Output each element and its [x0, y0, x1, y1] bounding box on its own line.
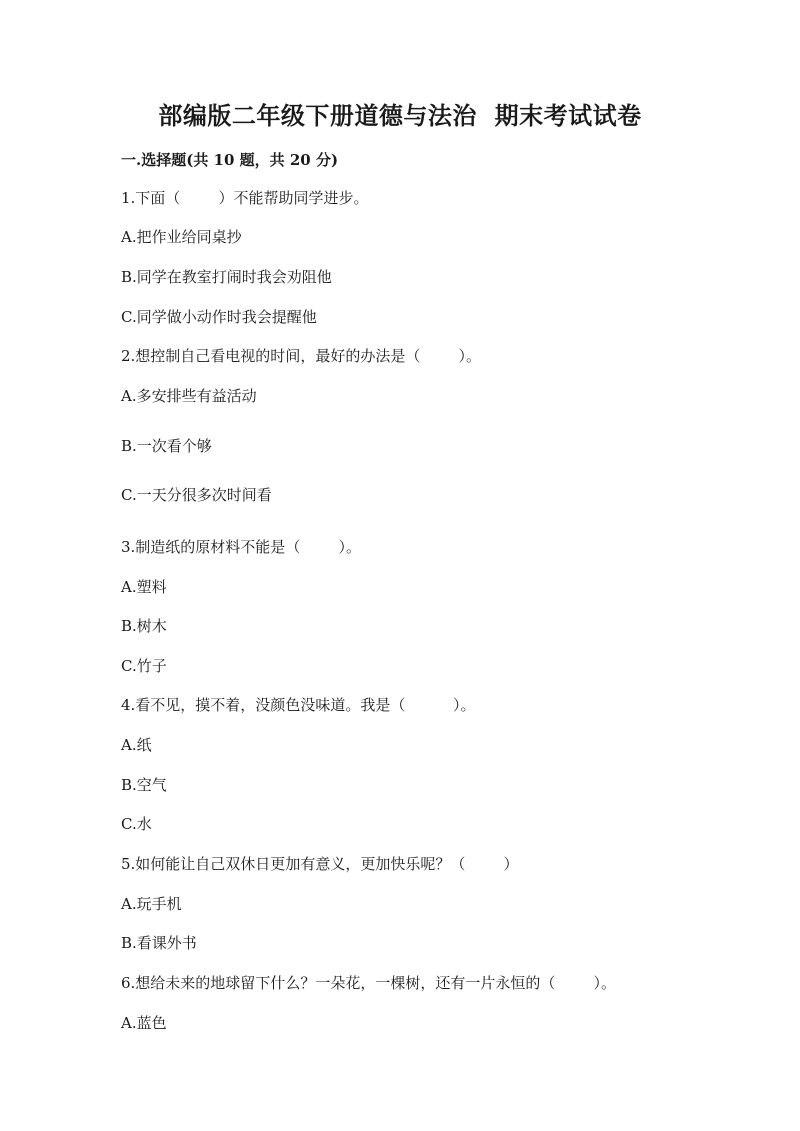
question-4-stem: 4.看不见，摸不着，没颜色没味道。我是（ ）。	[121, 696, 476, 714]
question-4-option-b: B.空气	[121, 776, 167, 794]
section-heading: 一.选择题(共 10 题，共 20 分)	[121, 151, 339, 169]
question-4-option-a: A.纸	[121, 736, 152, 754]
question-1-option-b: B.同学在教室打闹时我会劝阻他	[121, 268, 332, 286]
question-5-option-a: A.玩手机	[121, 895, 182, 913]
question-6-stem: 6.想给未来的地球留下什么？一朵花，一棵树，还有一片永恒的（ ）。	[121, 974, 616, 992]
question-2-stem: 2.想控制自己看电视的时间，最好的办法是（ ）。	[121, 347, 481, 365]
question-1-stem: 1.下面（ ）不能帮助同学进步。	[121, 189, 369, 207]
question-1-option-c: C.同学做小动作时我会提醒他	[121, 308, 317, 326]
question-3-option-b: B.树木	[121, 617, 167, 635]
question-1-option-a: A.把作业给同桌抄	[121, 228, 242, 246]
question-3-option-c: C.竹子	[121, 657, 167, 675]
question-4-option-c: C.水	[121, 815, 152, 833]
question-2-option-a: A.多安排些有益活动	[121, 387, 257, 405]
question-5-stem: 5.如何能让自己双休日更加有意义，更加快乐呢？（ ）	[121, 855, 519, 873]
question-6-option-a: A.蓝色	[121, 1014, 167, 1032]
question-2-option-b: B.一次看个够	[121, 437, 212, 455]
exam-title: 部编版二年级下册道德与法治 期末考试试卷	[158, 101, 642, 130]
question-5-option-b: B.看课外书	[121, 934, 197, 952]
question-3-stem: 3.制造纸的原材料不能是（ ）。	[121, 538, 361, 556]
question-2-option-c: C.一天分很多次时间看	[121, 486, 272, 504]
question-3-option-a: A.塑料	[121, 578, 167, 596]
